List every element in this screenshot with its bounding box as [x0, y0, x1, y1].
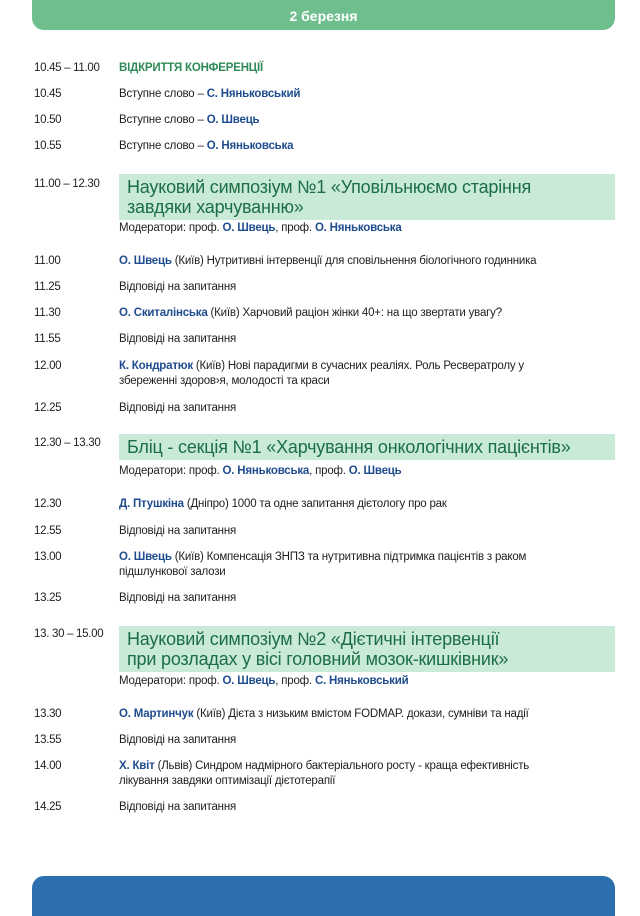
moderators — [119, 222, 402, 234]
row-text: лікування завдяки оптимізації дієтотерапії — [119, 775, 336, 787]
bottom-banner — [32, 876, 615, 916]
time-label: 11.00 — [34, 255, 61, 267]
time-label: 10.50 — [34, 114, 62, 126]
row-content — [119, 497, 589, 512]
row-content — [119, 707, 589, 722]
row-content — [119, 87, 589, 102]
session-title-line: Науковий симпозіум №1 «Уповільнюємо старіння — [127, 177, 532, 197]
date-banner — [32, 0, 615, 30]
time-label: 10.45 – 11.00 — [34, 62, 100, 74]
row-content — [119, 139, 589, 154]
session-title-box — [119, 434, 615, 460]
row-text: Відповіді на запитання — [119, 525, 237, 537]
speaker-name: С. Няньковський — [206, 88, 301, 100]
session-title-box — [119, 626, 615, 672]
moderators-label: Модератори: проф. — [119, 675, 223, 687]
row-text: (Київ) Нутритивні інтервенції для сповільнення біологічного годинника — [171, 255, 537, 267]
moderator-name: О. Няньковська — [314, 222, 402, 234]
row-text: збереженні здоров›я, молодості та краси — [119, 375, 330, 387]
row-content — [119, 306, 589, 321]
speaker-name: К. Кондратюк — [119, 360, 193, 372]
time-label: 12.55 — [34, 525, 62, 537]
session-title-line: при розладах у вісі головний мозок-кишківник» — [127, 649, 509, 669]
session-time: 13. 30 – 15.00 — [34, 628, 104, 640]
time-label: 14.25 — [34, 801, 62, 813]
row-content — [119, 759, 589, 789]
time-label: 11.30 — [34, 307, 61, 319]
moderators-sep: , проф. — [309, 465, 349, 477]
time-label: 12.30 — [34, 498, 62, 510]
speaker-name: О. Швець — [119, 255, 172, 267]
moderator-name: О. Няньковська — [222, 465, 310, 477]
speaker-name: О. Мартинчук — [119, 708, 194, 720]
speaker-name: О. Швець — [206, 114, 260, 126]
speaker-name: Д. Птушкіна — [119, 498, 184, 510]
moderators-sep: , проф. — [275, 675, 315, 687]
row-text: Відповіді на запитання — [119, 734, 237, 746]
opening-title: ВІДКРИТТЯ КОНФЕРЕНЦІЇ — [119, 62, 263, 74]
row-content — [119, 550, 589, 580]
row-text: Відповіді на запитання — [119, 801, 237, 813]
time-label: 13.55 — [34, 734, 62, 746]
row-text: (Київ) Нові парадигми в сучасних реаліях. Роль Ресвератролу у — [192, 360, 524, 372]
row-text: Вступне слово – — [119, 88, 207, 100]
time-label: 13.00 — [34, 551, 62, 563]
moderators-label: Модератори: проф. — [119, 465, 223, 477]
row-text: Відповіді на запитання — [119, 592, 237, 604]
row-text: (Київ) Харчовий раціон жінки 40+: на що звертати увагу? — [207, 307, 502, 319]
row-content — [119, 113, 589, 128]
moderators-sep: , проф. — [275, 222, 315, 234]
time-label: 12.00 — [34, 360, 62, 372]
speaker-name: О. Скиталінська — [119, 307, 208, 319]
time-label: 12.25 — [34, 402, 62, 414]
time-label: 11.25 — [34, 281, 61, 293]
session-time: 11.00 – 12.30 — [34, 178, 100, 190]
session-title-line: Науковий симпозіум №2 «Дієтичні інтервенції — [127, 629, 500, 649]
moderator-name: С. Няньковський — [314, 675, 409, 687]
moderators-label: Модератори: проф. — [119, 222, 223, 234]
session-title-box — [119, 174, 615, 220]
row-text: Вступне слово – — [119, 114, 207, 126]
time-label: 11.55 — [34, 333, 61, 345]
row-content — [119, 359, 589, 389]
moderators — [119, 675, 408, 687]
speaker-name: О. Швець — [119, 551, 172, 563]
speaker-name: Х. Квіт — [119, 760, 155, 772]
row-text: (Львів) Синдром надмірного бактеріального росту - краща ефективність — [154, 760, 530, 772]
row-content — [119, 254, 589, 269]
row-text: (Дніпро) 1000 та одне запитання дієтологу про рак — [183, 498, 447, 510]
time-label: 10.55 — [34, 140, 62, 152]
moderator-name: О. Швець — [348, 465, 402, 477]
moderator-name: О. Швець — [222, 675, 276, 687]
moderator-name: О. Швець — [222, 222, 276, 234]
session-time: 12.30 – 13.30 — [34, 437, 101, 449]
row-text: (Київ) Дієта з низьким вмістом FODMAP. докази, сумніви та надії — [193, 708, 529, 720]
time-label: 13.30 — [34, 708, 62, 720]
time-label: 13.25 — [34, 592, 62, 604]
row-text: підшлункової залози — [119, 566, 226, 578]
date-label: 2 березня — [289, 8, 358, 24]
time-label: 10.45 — [34, 88, 62, 100]
session-title-line: завдяки харчуванню» — [127, 197, 304, 217]
row-text: Відповіді на запитання — [119, 333, 237, 345]
moderators — [119, 465, 402, 477]
row-text: Відповіді на запитання — [119, 281, 237, 293]
row-text: Вступне слово – — [119, 140, 207, 152]
session-title-line: Бліц - секція №1 «Харчування онкологічних пацієнтів» — [127, 437, 571, 457]
row-text: (Київ) Компенсація ЗНПЗ та нутритивна підтримка пацієнтів з раком — [171, 551, 527, 563]
speaker-name: О. Няньковська — [206, 140, 294, 152]
time-label: 14.00 — [34, 760, 62, 772]
row-text: Відповіді на запитання — [119, 402, 237, 414]
